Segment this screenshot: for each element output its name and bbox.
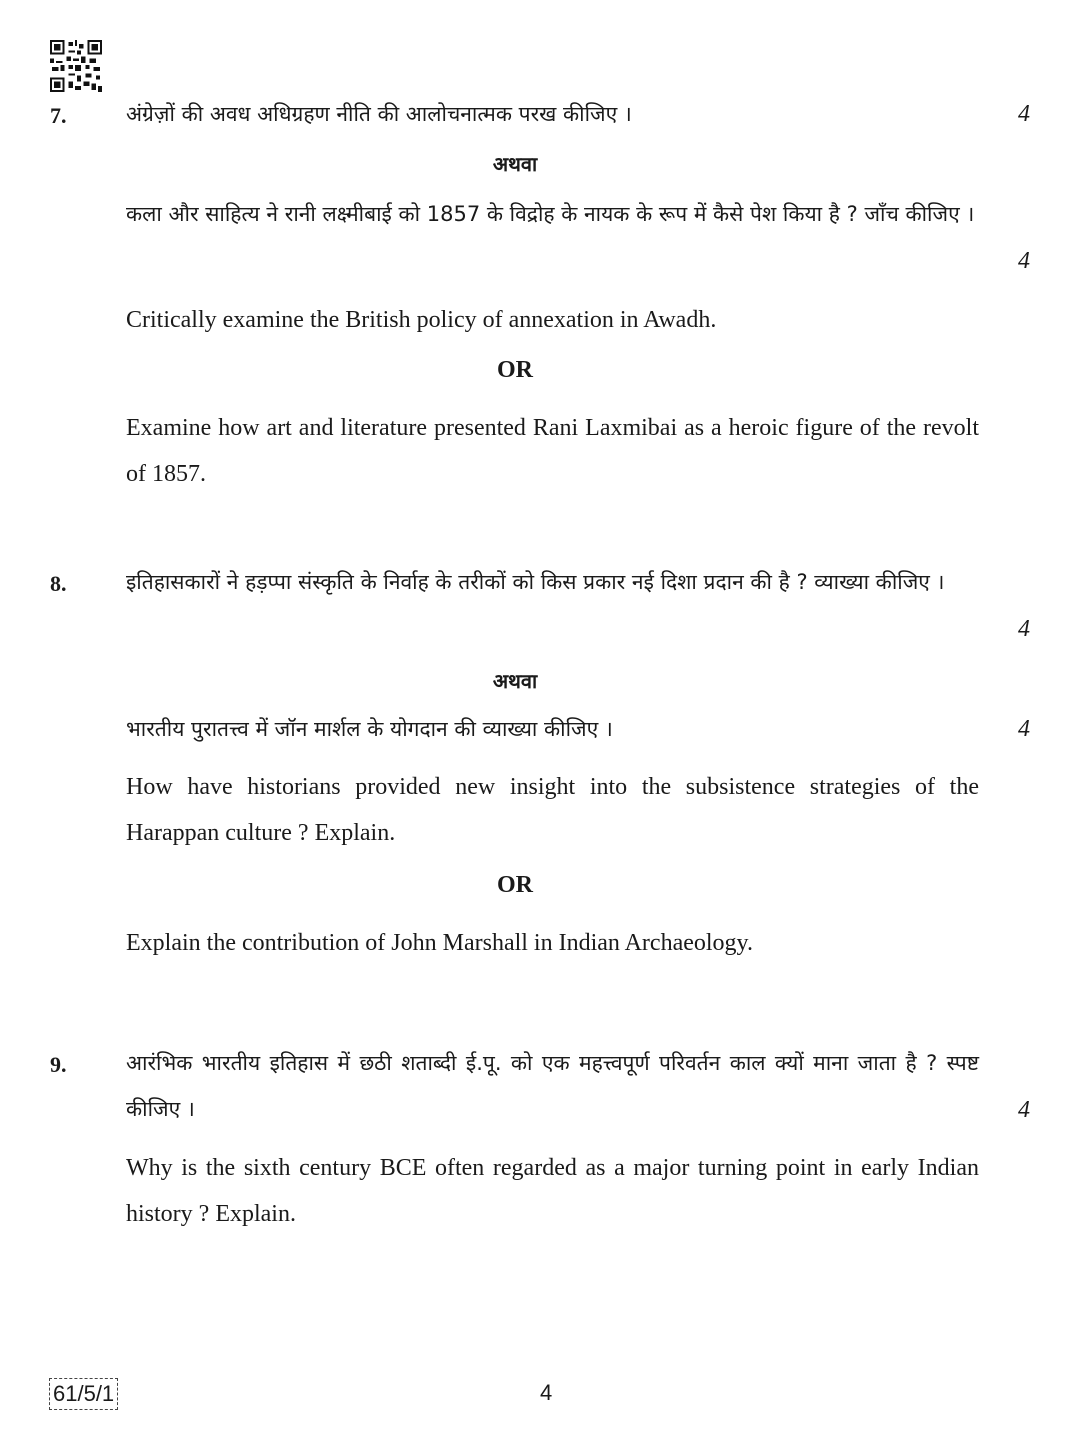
question-english-alternative: Examine how art and literature presented Rani Laxmibai as a heroic figure of the revolt of 1857.	[126, 415, 979, 487]
marks: 4	[1018, 716, 1030, 742]
marks: 4	[1018, 616, 1030, 642]
question-number: 8.	[50, 571, 67, 596]
question-hindi-text: इतिहासकारों ने हड़प्पा संस्कृति के निर्वाह के तरीकों को किस प्रकार नई दिशा प्रदान की है ? व्याख्या कीजिए ।	[126, 570, 945, 594]
question-hindi-alternative: भारतीय पुरातत्त्व में जॉन मार्शल के योगदान की व्याख्या कीजिए ।	[126, 717, 613, 741]
question-english-text: How have historians provided new insight into the subsistence strategies of the Harappan culture ? Explain.	[126, 774, 979, 846]
or-label-hindi: अथवा	[492, 669, 538, 693]
paper-code: 61/5/1	[49, 1378, 118, 1410]
question-hindi-text: आरंभिक भारतीय इतिहास में छठी शताब्दी ई.पू. को एक महत्त्वपूर्ण परिवर्तन काल क्यों माना जाता है ? स्पष्ट कीजिए ।	[126, 1051, 979, 1121]
or-label: OR	[497, 357, 533, 383]
question-english-text: Critically examine the British policy of annexation in Awadh.	[126, 307, 717, 333]
marks: 4	[1018, 1097, 1030, 1123]
marks: 4	[1018, 248, 1030, 274]
question-number: 9.	[50, 1052, 67, 1077]
or-label: OR	[497, 872, 533, 898]
question-hindi-alternative: कला और साहित्य ने रानी लक्ष्मीबाई को 1857 के विद्रोह के नायक के रूप में कैसे पेश किया है ? जाँच कीजिए ।	[126, 202, 975, 226]
question-english-text: Why is the sixth century BCE often regarded as a major turning point in early Indian history ? Explain.	[126, 1155, 979, 1227]
page-number: 4	[540, 1380, 553, 1405]
qr-code-icon	[50, 40, 102, 92]
marks: 4	[1018, 101, 1030, 127]
question-english-alternative: Explain the contribution of John Marshall in Indian Archaeology.	[126, 930, 753, 956]
question-number: 7.	[50, 103, 67, 128]
or-label-hindi: अथवा	[492, 152, 538, 176]
question-hindi-text: अंग्रेज़ों की अवध अधिग्रहण नीति की आलोचनात्मक परख कीजिए ।	[126, 102, 632, 126]
